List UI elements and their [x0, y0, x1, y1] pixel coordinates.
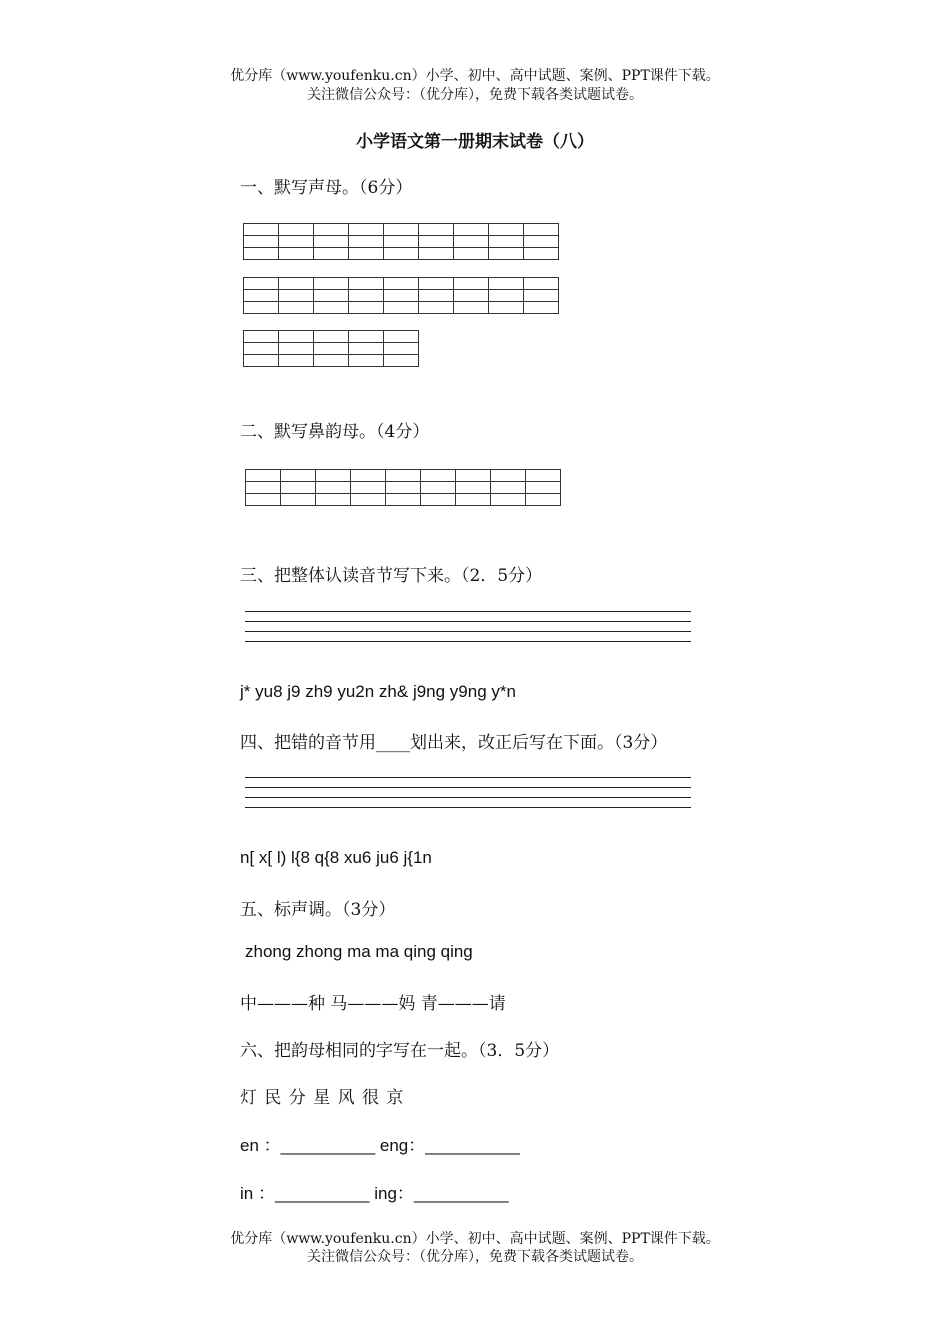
question-6-heading: 六、把韵母相同的字写在一起。（3．5分） — [240, 1041, 560, 1061]
question-6-answer-line-2: in ：__________ ing：__________ — [240, 1184, 509, 1203]
footer-line-2: 关注微信公众号：（优分库），免费下载各类试题试卷。 — [307, 1249, 643, 1265]
question-1-heading: 一、默写声母。（6分） — [240, 178, 413, 198]
page-title: 小学语文第一册期末试卷（八） — [356, 132, 594, 152]
question-5-heading: 五、标声调。（3分） — [240, 900, 396, 920]
header-line-2: 关注微信公众号：（优分库），免费下载各类试题试卷。 — [307, 87, 643, 103]
question-3-syllables: j* yu8 j9 zh9 yu2n zh& j9ng y9ng y*n — [240, 682, 516, 701]
writing-grid-4 — [245, 469, 561, 506]
header-line-1: 优分库（www.youfenku.cn）小学、初中、高中试题、案例、PPT课件下载。 — [230, 68, 720, 84]
question-6-answer-line-1: en ：__________ eng：__________ — [240, 1136, 520, 1155]
question-4-heading: 四、把错的音节用____划出来，改正后写在下面。（3分） — [240, 733, 668, 753]
question-2-heading: 二、默写鼻韵母。（4分） — [240, 422, 430, 442]
question-5-characters: 中———种 马———妈 青———请 — [240, 994, 506, 1014]
question-5-pinyin: zhong zhong ma ma qing qing — [245, 942, 473, 961]
question-4-syllables: n[ x[ l) l{8 q{8 xu6 ju6 j{1n — [240, 848, 432, 867]
question-3-heading: 三、把整体认读音节写下来。（2．5分） — [240, 566, 543, 586]
writing-grid-1 — [243, 223, 559, 260]
question-6-characters: 灯 民 分 星 风 很 京 — [240, 1088, 405, 1108]
writing-grid-2 — [243, 277, 559, 314]
footer-line-1: 优分库（www.youfenku.cn）小学、初中、高中试题、案例、PPT课件下载。 — [230, 1231, 720, 1247]
writing-grid-3 — [243, 330, 419, 367]
